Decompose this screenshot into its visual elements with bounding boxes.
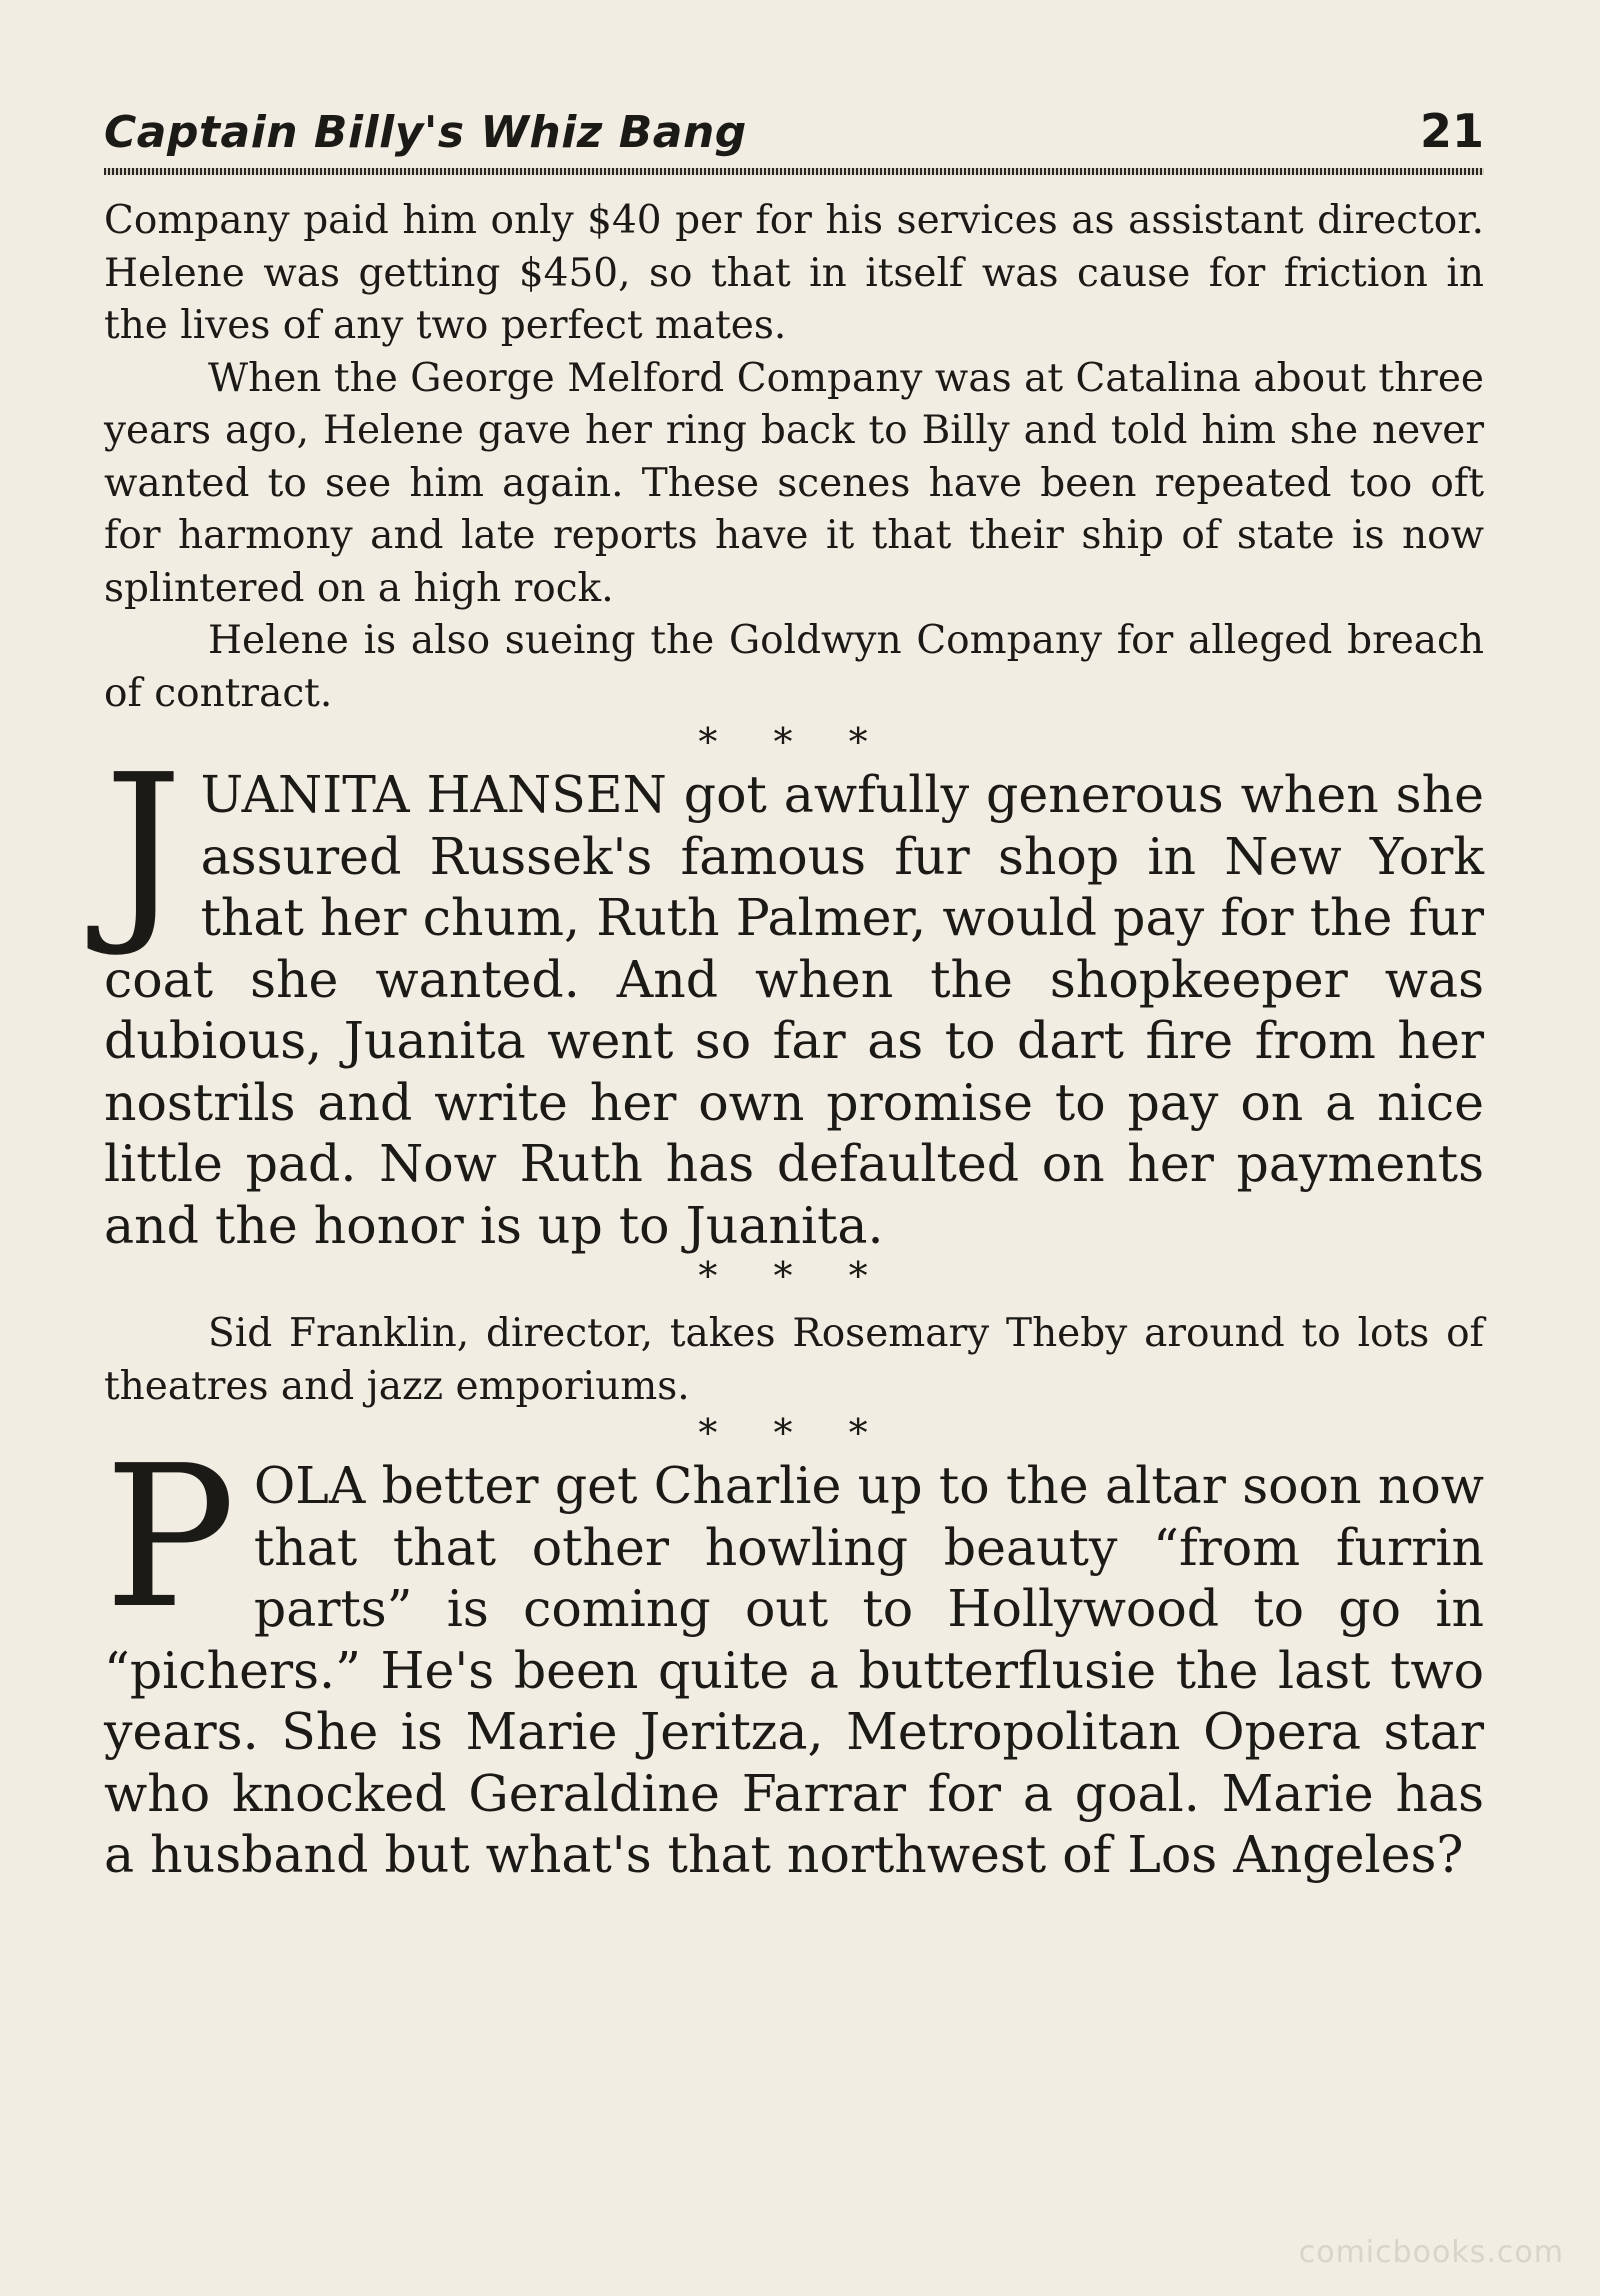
section-separator: * * * bbox=[698, 720, 890, 764]
paragraph-continued: Company paid him only $40 per for his services as assistant director. Helene was getting $450, so that in itself was cause for friction in the lives of any two perfect mates. bbox=[104, 198, 1484, 348]
magazine-page bbox=[104, 96, 1484, 1886]
item-pola-text: OLA better get Charlie up to the altar soon now that that other howling beauty “from furrin parts” is coming out to Hollywood to go in “pichers.” He's been quite a butterflusie the last two years. She is Marie Jeritza, Metropolitan Opera star who knocked Geraldine Farrar for a goal. Marie has a husband but what's that northwest of Los Angeles? bbox=[104, 1456, 1484, 1884]
drop-cap: J bbox=[104, 733, 183, 961]
drop-cap: P bbox=[104, 1424, 236, 1652]
site-watermark: comicbooks.com bbox=[1298, 2235, 1564, 2270]
paragraph-goldwyn: Helene is also sueing the Goldwyn Company for alleged breach of contract. bbox=[104, 618, 1484, 716]
header-rule bbox=[104, 168, 1484, 175]
page-number: 21 bbox=[1419, 104, 1484, 158]
paragraph-melford: When the George Melford Company was at Catalina about three years ago, Helene gave her ring back to Billy and told him she never wanted to see him again. These scenes have been repeated too oft for harmony and late reports have it that their ship of state is now splintered on a high rock. bbox=[104, 355, 1484, 611]
item-juanita-hansen bbox=[104, 733, 1484, 1256]
running-head bbox=[104, 96, 1484, 158]
magazine-title: Captain Billy's Whiz Bang bbox=[104, 107, 747, 158]
item-sid-franklin: Sid Franklin, director, takes Rosemary Theby around to lots of theatres and jazz emporiums. bbox=[104, 1311, 1484, 1409]
item-juanita-text: UANITA HANSEN got awfully generous when she assured Russek's famous fur shop in New York that her chum, Ruth Palmer, would pay for the fur coat she wanted. And when the shopkeeper was dubious, Juanita went so far as to dart fire from her nostrils and write her own promise to pay on a nice little pad. Now Ruth has defaulted on her payments and the honor is up to Juanita. bbox=[104, 765, 1484, 1255]
section-separator: * * * bbox=[698, 1254, 890, 1298]
item-pola bbox=[104, 1424, 1484, 1886]
section-separator: * * * bbox=[698, 1411, 890, 1455]
